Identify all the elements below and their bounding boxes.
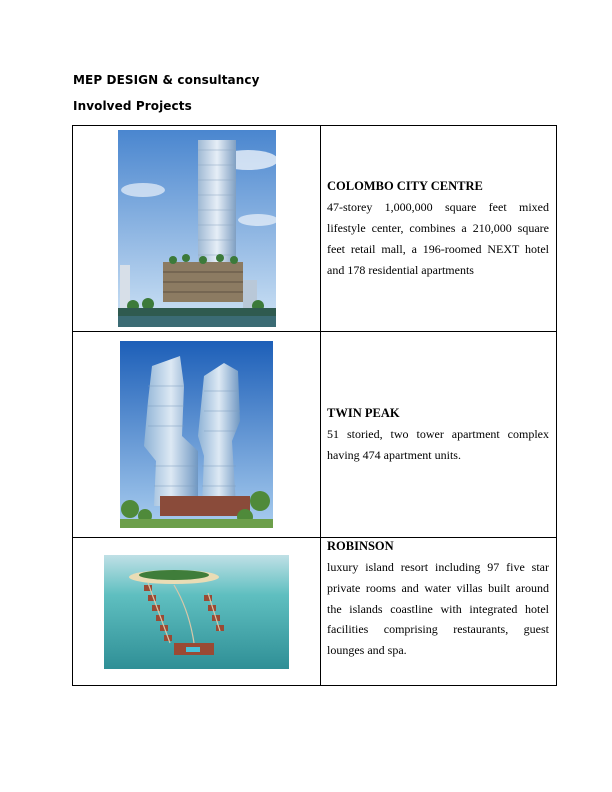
projects-table [72, 125, 557, 686]
project-text-cell [321, 332, 557, 538]
project-title: COLOMBO CITY CENTRE [327, 179, 483, 194]
project-image-cell [73, 538, 321, 686]
project-title: TWIN PEAK [327, 406, 400, 421]
project-text-cell [321, 126, 557, 332]
project-text-cell [321, 538, 557, 686]
colombo-city-centre-image [118, 130, 276, 327]
project-image-cell [73, 332, 321, 538]
project-row-robinson [73, 538, 557, 686]
project-description: luxury island resort including 97 five star private rooms and water villas built around the islands coastline with integrated hotel facilities comprising restaurants, guest lounges and spa. [327, 560, 549, 658]
project-image-cell [73, 126, 321, 332]
robinson-resort-image [104, 555, 289, 669]
project-row-colombo [73, 126, 557, 332]
document-subheading: Involved Projects [73, 99, 192, 113]
document-heading: MEP DESIGN & consultancy [73, 73, 260, 87]
project-description: 47-storey 1,000,000 square feet mixed lifestyle center, combines a 210,000 square feet retail mall, a 196-roomed NEXT hotel and 178 residential apartments [327, 200, 549, 277]
twin-peak-image [120, 341, 273, 528]
project-row-twin-peak [73, 332, 557, 538]
project-title: ROBINSON [327, 539, 394, 553]
project-description: 51 storied, two tower apartment complex having 474 apartment units. [327, 427, 549, 462]
